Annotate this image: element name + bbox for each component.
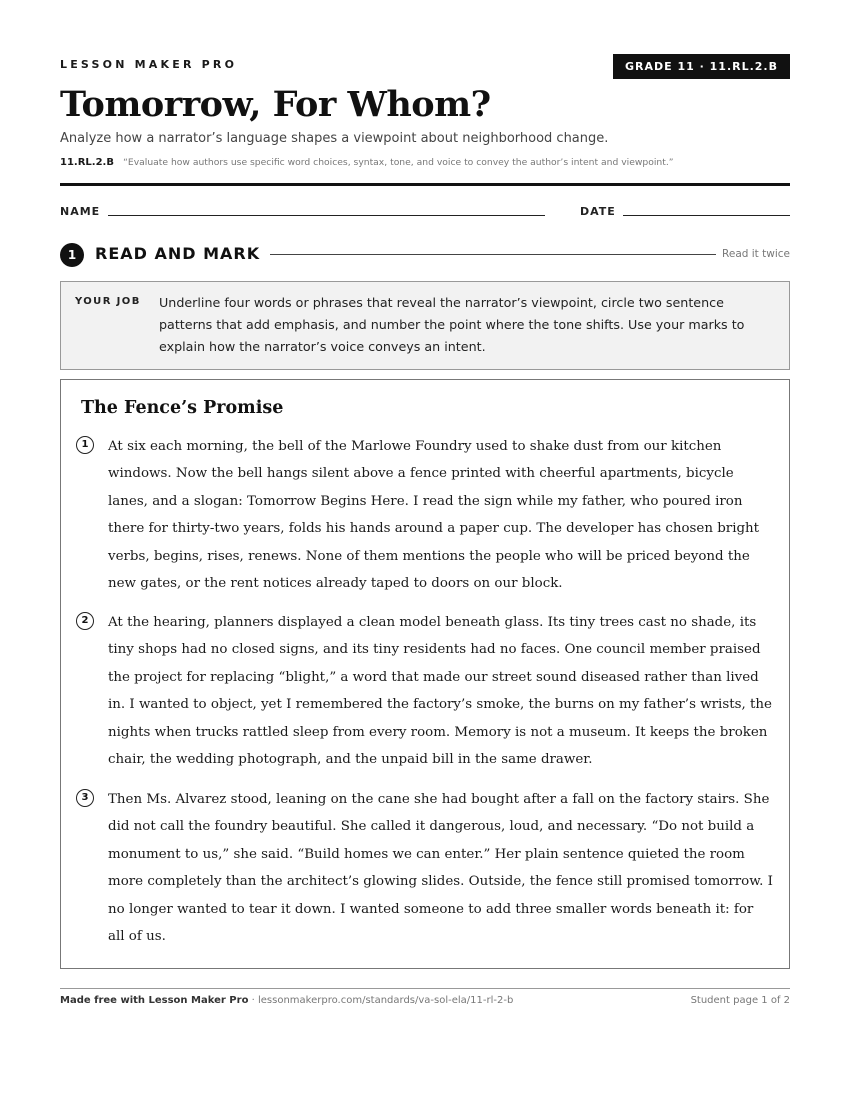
section-title: READ AND MARK: [95, 244, 261, 263]
name-field[interactable]: [108, 215, 545, 216]
date-field[interactable]: [623, 215, 790, 216]
page-number: Student page 1 of 2: [690, 995, 790, 1006]
reading-passage: [60, 379, 790, 969]
passage-title: The Fence’s Promise: [81, 398, 284, 418]
date-label: DATE: [580, 205, 616, 218]
section-number-badge: 1: [60, 243, 84, 267]
standard-code: 11.RL.2.B: [60, 157, 114, 168]
standard-description: “Evaluate how authors use specific word choices, syntax, tone, and voice to convey the author’s intent and viewpoint.”: [123, 157, 674, 168]
footer-separator: ·: [251, 995, 258, 1006]
paragraph-number: 2: [76, 612, 94, 630]
footer-url-link[interactable]: lessonmakerpro.com/standards/va-sol-ela/11-rl-2-b: [257, 995, 514, 1006]
footer-divider: [60, 988, 790, 989]
passage-paragraph: At six each morning, the bell of the Marlowe Foundry used to shake dust from our kitchen windows. Now the bell hangs silent above a fence printed with cheerful apartments, bicycle lanes, and a slogan: Tomorrow Begins Here. I read the sign while my father, who poured iron there for thirty-two years, folds his hands around a paper cup. The developer has chosen bright verbs, begins, rises, renews. None of them mentions the people who will be priced beyond the new gates, or the rent notices already taped to doors on our block.: [108, 439, 760, 592]
section-divider: [270, 254, 716, 255]
passage-paragraph: At the hearing, planners displayed a clean model beneath glass. Its tiny trees cast no shade, its tiny shops had no closed signs, and its tiny residents had no faces. One council member praised the project for replacing “blight,” a word that made our street sound diseased rather than lived in. I wanted to object, yet I remembered the factory’s smoke, the burns on my father’s wrists, the nights when trucks rattled sleep from every room. Memory is not a museum. It keeps the broken chair, the wedding photograph, and the unpaid bill in the same drawer.: [108, 615, 772, 768]
instructions-label: YOUR JOB: [75, 296, 141, 307]
paragraph-number: 3: [76, 789, 94, 807]
grade-standard-badge: GRADE 11 · 11.RL.2.B: [613, 54, 790, 79]
brand-name: LESSON MAKER PRO: [60, 58, 238, 71]
footer-credit: [60, 995, 513, 1006]
paragraph-number: 1: [76, 436, 94, 454]
passage-paragraph: Then Ms. Alvarez stood, leaning on the cane she had bought after a fall on the factory stairs. She did not call the foundry beautiful. She called it dangerous, loud, and necessary. “Do not build a monument to us,” she said. “Build homes we can enter.” Her plain sentence quieted the room more completely than the architect’s glowing slides. Outside, the fence still promised tomorrow. I no longer wanted to tear it down. I wanted someone to add three smaller words beneath it: for all of us.: [108, 792, 773, 945]
page-title: Tomorrow, For Whom?: [60, 84, 491, 125]
page-subtitle: Analyze how a narrator’s language shapes a viewpoint about neighborhood change.: [60, 131, 609, 146]
footer-made-with: Made free with Lesson Maker Pro: [60, 995, 249, 1006]
instructions-text: Underline four words or phrases that reveal the narrator’s viewpoint, circle two sentence patterns that add emphasis, and number the point where the tone shifts. Use your marks to explain how the narrator’s voice conveys an intent.: [159, 295, 745, 354]
header-divider: [60, 183, 790, 186]
section-note: Read it twice: [722, 248, 790, 260]
name-label: NAME: [60, 205, 101, 218]
instructions-box: [60, 281, 790, 370]
standard-line: [60, 157, 674, 168]
